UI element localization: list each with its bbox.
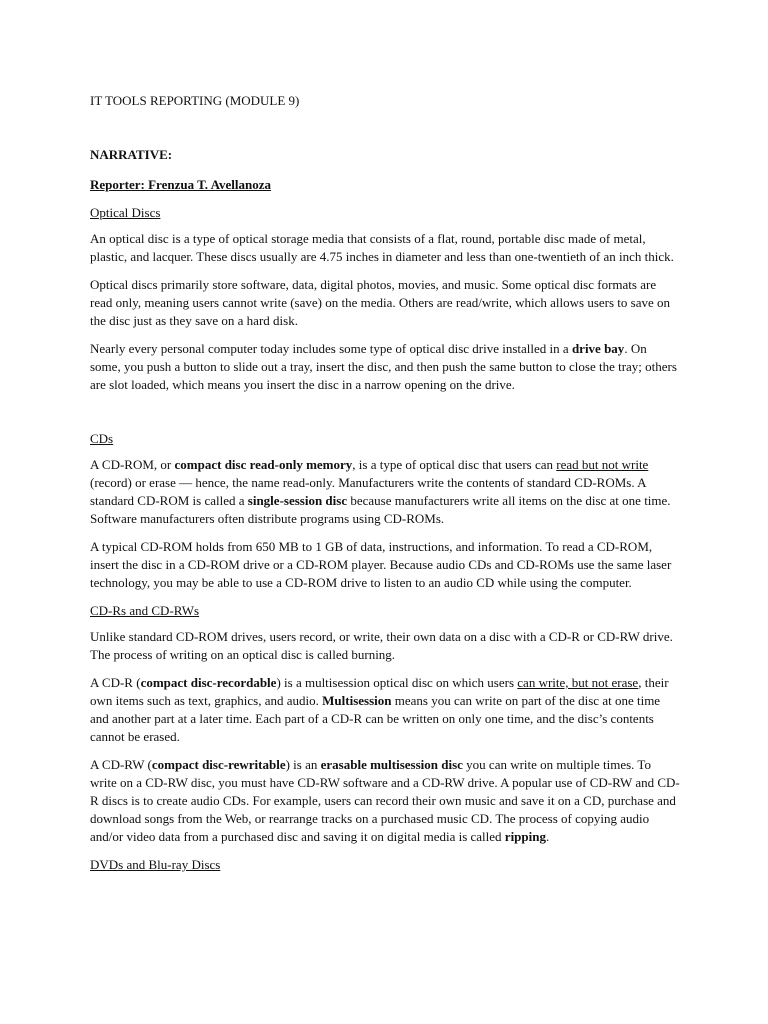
- underlined-text: read but not write: [556, 457, 649, 472]
- text-run: you can write on multiple times. To write on a CD-RW disc, you must have CD-RW software and a CD-RW drive. A popular use of CD-RW and CD-R discs is to create audio CDs. For example, users can record their own music and save it on a CD, purchase and download songs from the Web, or rearrange tracks on a purchased music CD. The process of copying audio and/or video data from a purchased disc and saving it on digital media is called: [90, 757, 680, 844]
- document-page: [90, 92, 680, 882]
- bold-term: erasable multisession disc: [320, 757, 463, 772]
- paragraph-cdr-3: [90, 756, 680, 846]
- heading-cds: CDs: [90, 431, 114, 446]
- paragraph-cdr-1: Unlike standard CD-ROM drives, users record, or write, their own data on a disc with a CD-R or CD-RW drive. The process of writing on an optical disc is called burning.: [90, 629, 673, 662]
- bold-term: compact disc read-only memory: [174, 457, 353, 472]
- text-run: A CD-ROM, or: [90, 457, 175, 472]
- document-title: IT TOOLS REPORTING (MODULE 9): [90, 93, 300, 108]
- bold-term: Multisession: [322, 693, 392, 708]
- underlined-text: can write, but not erase: [517, 675, 639, 690]
- reporter-line: Reporter: Frenzua T. Avellanoza: [90, 177, 272, 192]
- bold-term: compact disc-recordable: [140, 675, 277, 690]
- paragraph-cdr-2: [90, 674, 680, 746]
- paragraph-optical-2: Optical discs primarily store software, data, digital photos, movies, and music. Some optical disc formats are read only, meaning users cannot write (save) on the media. Others are read/write, which allows users to save on the disc just as they save on a hard disk.: [90, 277, 670, 328]
- bold-term: ripping: [504, 829, 546, 844]
- text-run: ) is a multisession optical disc on which users: [276, 675, 518, 690]
- text-run: ) is an: [285, 757, 321, 772]
- text-run: A CD-R (: [90, 675, 141, 690]
- paragraph-optical-1: An optical disc is a type of optical storage media that consists of a flat, round, portable disc made of metal, plastic, and lacquer. These discs usually are 4.75 inches in diameter and less than one-twentieth of an inch thick.: [90, 231, 674, 264]
- text-run: .: [545, 829, 550, 844]
- paragraph-cds-2: A typical CD-ROM holds from 650 MB to 1 GB of data, instructions, and information. To read a CD-ROM, insert the disc in a CD-ROM drive or a CD-ROM player. Because audio CDs and CD-ROMs use the same laser technology, you may be able to use a CD-ROM drive to listen to an audio CD while using the computer.: [90, 539, 672, 590]
- bold-term: compact disc-rewritable: [151, 757, 286, 772]
- paragraph-optical-3: [90, 340, 680, 394]
- heading-dvd-bluray: DVDs and Blu-ray Discs: [90, 857, 221, 872]
- text-run: Nearly every personal computer today includes some type of optical disc drive installed in a: [90, 341, 572, 356]
- heading-cdr-cdrw: CD-Rs and CD-RWs: [90, 603, 200, 618]
- bold-term: drive bay: [571, 341, 625, 356]
- text-run: A CD-RW (: [90, 757, 152, 772]
- bold-term: single-session disc: [247, 493, 348, 508]
- text-run: means you can write on part of the disc at one time and another part at a later time. Each part of a CD-R can be written on only one time, and the disc’s contents cannot be erased.: [90, 693, 661, 744]
- text-run: , their own items such as text, graphics, and audio.: [90, 675, 669, 708]
- spacer: [90, 404, 680, 430]
- text-run: . On some, you push a button to slide out a tray, insert the disc, and then push the same button to close the tray; others are slot loaded, which means you insert the disc in a narrow opening on the drive.: [90, 341, 677, 392]
- text-run: , is a type of optical disc that users can: [352, 457, 557, 472]
- text-run: (record) or erase — hence, the name read-only. Manufacturers write the contents of standard CD-ROMs. A standard CD-ROM is called a: [90, 475, 646, 508]
- text-run: because manufacturers write all items on the disc at one time. Software manufacturers often distribute programs using CD-ROMs.: [90, 493, 671, 526]
- narrative-label: NARRATIVE:: [90, 147, 173, 162]
- heading-optical-discs: Optical Discs: [90, 205, 161, 220]
- paragraph-cds-1: [90, 456, 680, 528]
